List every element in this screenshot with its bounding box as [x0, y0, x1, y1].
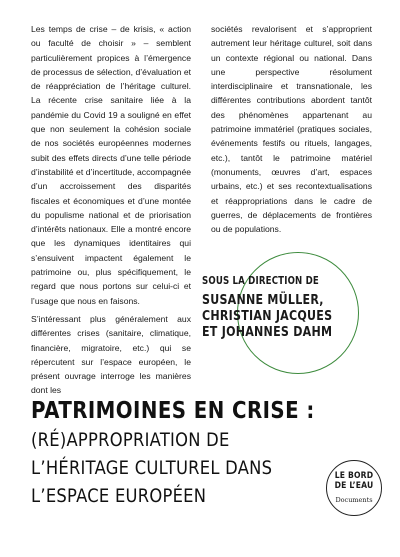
- publisher-logo: [326, 460, 382, 516]
- back-cover-text-right-column: [211, 22, 372, 240]
- body-paragraph: Les temps de crise – de krisis, « action ou faculté de choisir » – semblent particulièrement propices à l’émergence de processus de sélection, d’évaluation et de réappréciation de l’héritage culturel. La récente crise sanitaire liée à la pandémie du Covid 19 a souligné en effet que non seulement la cohésion sociale de nos sociétés européennes modernes subit des effets directs d’une telle période d’instabilité et d’incertitude, accompagnée d’un accroissement des disparités fiscales et économiques et d’une montée du populisme national et de priorisation d’intérêts nationaux. Elle a montré encore que les dynamiques identitaires qui s’ensuivent impactent également le patrimoine ou, plus spécifiquement, le regard que nous portons sur celui-ci et l’usage que nous en faisons.: [31, 24, 191, 306]
- publisher-name-line: DE L’EAU: [334, 481, 374, 491]
- body-paragraph: S’intéressant plus généralement aux différentes crises (sanitaire, climatique, financière, migratoire, etc.) qui se répercutent sur l’espace européen, le présent ouvrage interroge les manières dont les: [31, 313, 191, 396]
- editor-name: CHRISTIAN JACQUES: [202, 308, 333, 324]
- back-cover-text-left-column: [31, 22, 191, 402]
- book-title: PATRIMOINES EN CRISE :: [31, 398, 315, 424]
- publisher-name-line: LE BORD: [334, 471, 374, 481]
- book-subtitle-line: L’HÉRITAGE CULTUREL DANS: [31, 457, 273, 479]
- collection-name: Documents: [335, 496, 373, 504]
- editor-name: ET JOHANNES DAHM: [202, 324, 333, 340]
- book-title-block: [31, 396, 331, 510]
- editors-block: [202, 275, 392, 340]
- book-subtitle-line: L’ESPACE EUROPÉEN: [31, 485, 207, 507]
- editor-name: SUSANNE MÜLLER,: [202, 292, 324, 308]
- body-paragraph: sociétés revalorisent et s’approprient autrement leur héritage culturel, soit dans un contexte régional ou national. Dans une perspective résolument interdisciplinaire et transnationale, les différentes contributions abordent tantôt des phénomènes appartenant au patrimoine immatériel (pratiques sociales, événements festifs ou rituels, langages, etc.), tantôt le patrimoine matériel (monuments, œuvres d’art, espaces urbains, etc.) et ses recontextualisations et réappropriations dans le cadre de guerres, de déplacements de frontières ou de populations.: [211, 24, 372, 235]
- editors-label: SOUS LA DIRECTION DE: [202, 275, 319, 287]
- book-subtitle-line: (RÉ)APPROPRIATION DE: [31, 429, 230, 451]
